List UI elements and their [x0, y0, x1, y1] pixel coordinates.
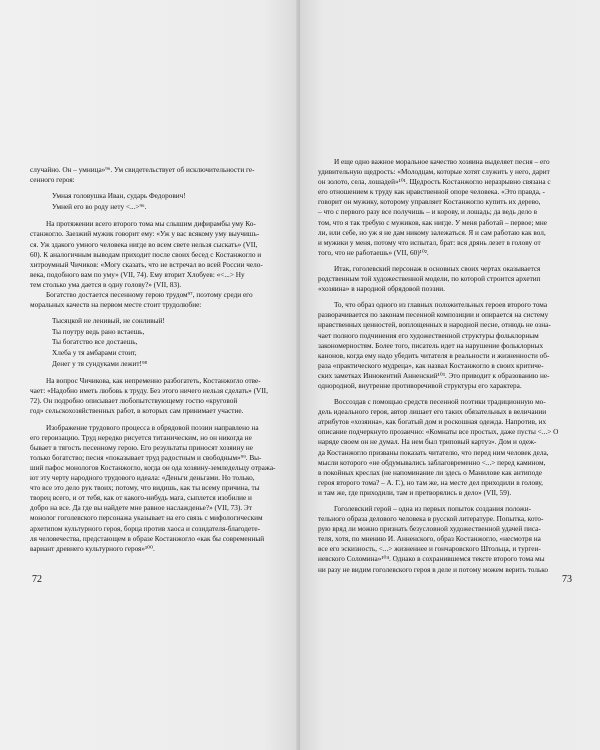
text-line: год» сельскохозяйственных работ, в которых сам принимает участие.: [30, 407, 244, 416]
text-line: чает полного подчинения его художественной структуры фольклорным: [318, 331, 539, 340]
text-line: ля человечества, предстающем в образе Костанжогло «как бы современный: [30, 534, 265, 543]
text-line: нравственных ценностей, воплощенных в народной песне, отнюдь не озна-: [318, 321, 551, 330]
text-line: только богатство; песня «показывает труд радостным и свободным»⁹⁹. Вы-: [30, 453, 262, 462]
text-line: ся. Уж здакого умного человека нигде во всем свете нельзя сыскать» (VII,: [30, 240, 258, 249]
text-line: говорит он мужику, которому управляет Костанжогло купить их дерево,: [318, 198, 541, 207]
text-line: невского Соломина»¹⁰⁴. Однако в сохранившемся тексте второго тома мы: [318, 555, 545, 564]
text-line: в покойных креслах (не напоминание ли здесь о Манилове как антиподе: [318, 468, 542, 477]
text-line: и там же, где приходили, там и претворялись в дело» (VII, 59).: [318, 488, 512, 497]
text-line: тельного образа делового человека в русской литературе. Попытка, кото-: [318, 515, 544, 524]
text-line: Воссоздав с помощью средств песенной поэтики традиционную мо-: [334, 398, 546, 407]
text-line: закономерностям. Более того, писатель идет на нарушение фольклорных: [318, 341, 544, 350]
text-line: того, что не работаешь» (VII, 60)¹⁰².: [318, 248, 429, 257]
text-line: хитроумный Чичиков: «Могу сказать, что не встречал во всей России чело-: [30, 260, 263, 269]
text-line: бывает в тягость песенному герою. Его результаты приносят хозяину не: [30, 443, 253, 452]
text-line: моральных качеств на первом месте стоит трудолюбие:: [30, 301, 202, 310]
page-number: 72: [32, 574, 42, 585]
text-line: наряде своем он не думал. На нем был триповый картуз». Дом и одеж-: [318, 438, 537, 447]
text-line: случайно. Он – умница»⁹⁶. Ум свидетельствует об исключительности ге-: [30, 166, 255, 174]
text-line: ший пафос монологов Костанжогло, когда он ода хозяину-земледельцу отража-: [30, 463, 276, 472]
page-number: 73: [562, 574, 572, 585]
text-line: сенного героя:: [30, 176, 75, 185]
text-line: удивительную щедрость: «Молодцам, которые хотят служить у него, дарит: [318, 168, 550, 177]
text-line: все его эскизность, <...> жизненнее и гончаровского Штольца, и тургеи-: [318, 545, 541, 554]
quote-line: Ты богатство все достаешь,: [52, 338, 138, 347]
text-line: мысли которого «не обдумывались заблаговременно <...> перед камином,: [318, 458, 546, 467]
text-line: теля, хотя, по мнению И. Анненского, образ Костанжогло, «несмотря на: [318, 535, 541, 544]
right-page: [300, 0, 600, 750]
text-line: станжогло. Заезжий мужик говорит ему: «Уж у вас всякому уму выучишь-: [30, 230, 260, 239]
text-line: 72). Он подробно описывает любопытствующему гостю «круговой: [30, 397, 238, 406]
text-line: Изображение трудового процесса в обрядовой поэзии направлено на: [46, 423, 259, 432]
text-line: атрибутов «хозяина», как богатый дом и роскошная одежда. Напротив, их: [318, 418, 547, 427]
text-line: дель идеального героя, автор лишает его таких обязательных в величании: [318, 408, 547, 417]
text-line: ских заметках Иннокентий Анненский¹⁰³. Это приводит к образованию не-: [318, 371, 550, 380]
text-line: том, что я так требую с мужиков, как нигде. У меня работай – первое; мне: [318, 218, 547, 227]
text-line: разворачивается по законам песенной композиции и опирается на систему: [318, 311, 549, 320]
quote-line: Тысяцкой не ленивый, не сонливый!: [52, 317, 165, 326]
text-line: монолог гоголевского персонажа указывает на его связь с мифологическим: [30, 514, 263, 523]
left-page-text: [30, 165, 282, 554]
text-line: Гоголевский герой – одна из первых попыток создания положи-: [334, 505, 531, 513]
text-line: Итак, гоголевский персонаж в основных своих чертах оказывается: [334, 264, 541, 273]
text-line: его отношением к труду как нравственной опоре человека. «Это правда, -: [318, 188, 545, 197]
text-line: да Костанжогло призваны показать читателю, что перед ним человек дела,: [318, 448, 549, 457]
text-line: однородной, внутренне противоречивой структуры его характера.: [318, 381, 522, 390]
text-line: На вопрос Чичикова, как непременно разбогатеть, Костанжогло отве-: [46, 377, 261, 386]
quote-line: Ты поутру ведь рано встаешь,: [52, 327, 145, 336]
right-page-text: [318, 157, 574, 575]
quote-line: Умная головушка Иван, сударь Федорович!: [52, 192, 186, 201]
text-line: творец всего, и от тебя, как от какого-нибудь мага, сыплется изобилие и: [30, 494, 252, 503]
quote-line: Хлеба у тя амбарами стоит,: [52, 349, 137, 357]
text-line: На протяжении всего второго тома мы слышим дифирамбы уму Ко-: [46, 220, 256, 229]
text-line: Богатство достается песенному герою трудом⁹⁷, поэтому среди его: [46, 291, 253, 300]
text-line: ли, или себе, но уж я не дам никому залежаться. Я и сам работаю как вол,: [318, 228, 546, 237]
text-line: «хозяина» в народной обрядовой поэзии.: [318, 285, 445, 294]
text-line: чает: «Надобно иметь любовь к труду. Без этого ничего нельзя сделать» (VII,: [30, 387, 268, 396]
text-line: добро на все. Да где вы найдете мне равное наслажденье?» (VII, 73). Эт: [30, 504, 252, 513]
text-line: раза «практического мудреца», как назвал Костанжогло в своих критиче-: [318, 361, 544, 370]
text-line: описание подчеркнуто прозаично: «Комнаты все простых, даже пусты <...> О: [318, 428, 559, 437]
text-line: И еще одно важное моральное качество хозяина выделяет песня – его: [334, 158, 550, 166]
folk-quote: [52, 191, 282, 212]
text-line: То, что образ одного из главных положительных героев второго тома: [334, 301, 548, 310]
text-line: героя второго тома? – А. Г.), но там же, на месте дел приходили в голову,: [318, 478, 543, 487]
quote-line: Умней его во роду нету <...>⁹⁶.: [52, 202, 147, 211]
text-line: тем столько ума дается в одну голову?» (VII, 83).: [30, 280, 182, 289]
text-line: века, подобного вам по уму» (VII, 74). Ему вторит Хлобуев: «<...> Ну: [30, 270, 245, 279]
quote-line: Денег у тя сундуками лежит!⁹⁸: [52, 359, 148, 368]
text-line: 60). К аналогичным выводам приходит после своих бесед с Костанжогло и: [30, 250, 262, 259]
text-line: ни разу не видим гоголевского героя в деле и потому можем верить только: [318, 565, 549, 574]
folk-quote: [52, 316, 282, 369]
text-line: его героизацию. Труд нередко рисуется титаническим, но он никогда не: [30, 433, 252, 442]
text-line: ют эту черту народного трудового идеала: «Деньги деньгами. Но только,: [30, 474, 255, 483]
text-line: он золото, села, лошадей»¹⁰¹. Щедрость Костанжогло неразрывно связана с: [318, 178, 551, 187]
text-line: канонов, когда ему надо убедить читателя в реальности и жизненности об-: [318, 351, 550, 360]
text-line: архетипом культурного героя, борца против хаоса и созидателя-благодете-: [30, 524, 260, 533]
text-line: и мужики у меня, потому что испытал, брат: вся дрянь лезет в голову от: [318, 238, 541, 247]
text-line: – что с первого разу все получишь – и корову, и лошадь; да ведь дело в: [318, 208, 537, 217]
text-line: родственным той художественной модели, по которой строится архетип: [318, 275, 541, 284]
text-line: что все это дело рук твоих; потому, что видишь, как ты всему причина, ты: [30, 484, 260, 493]
text-line: вариант древнего культурного героя»¹⁰⁰.: [30, 544, 155, 553]
text-line: рую вряд ли можно признать безусловной художественной удачей писа-: [318, 525, 541, 534]
